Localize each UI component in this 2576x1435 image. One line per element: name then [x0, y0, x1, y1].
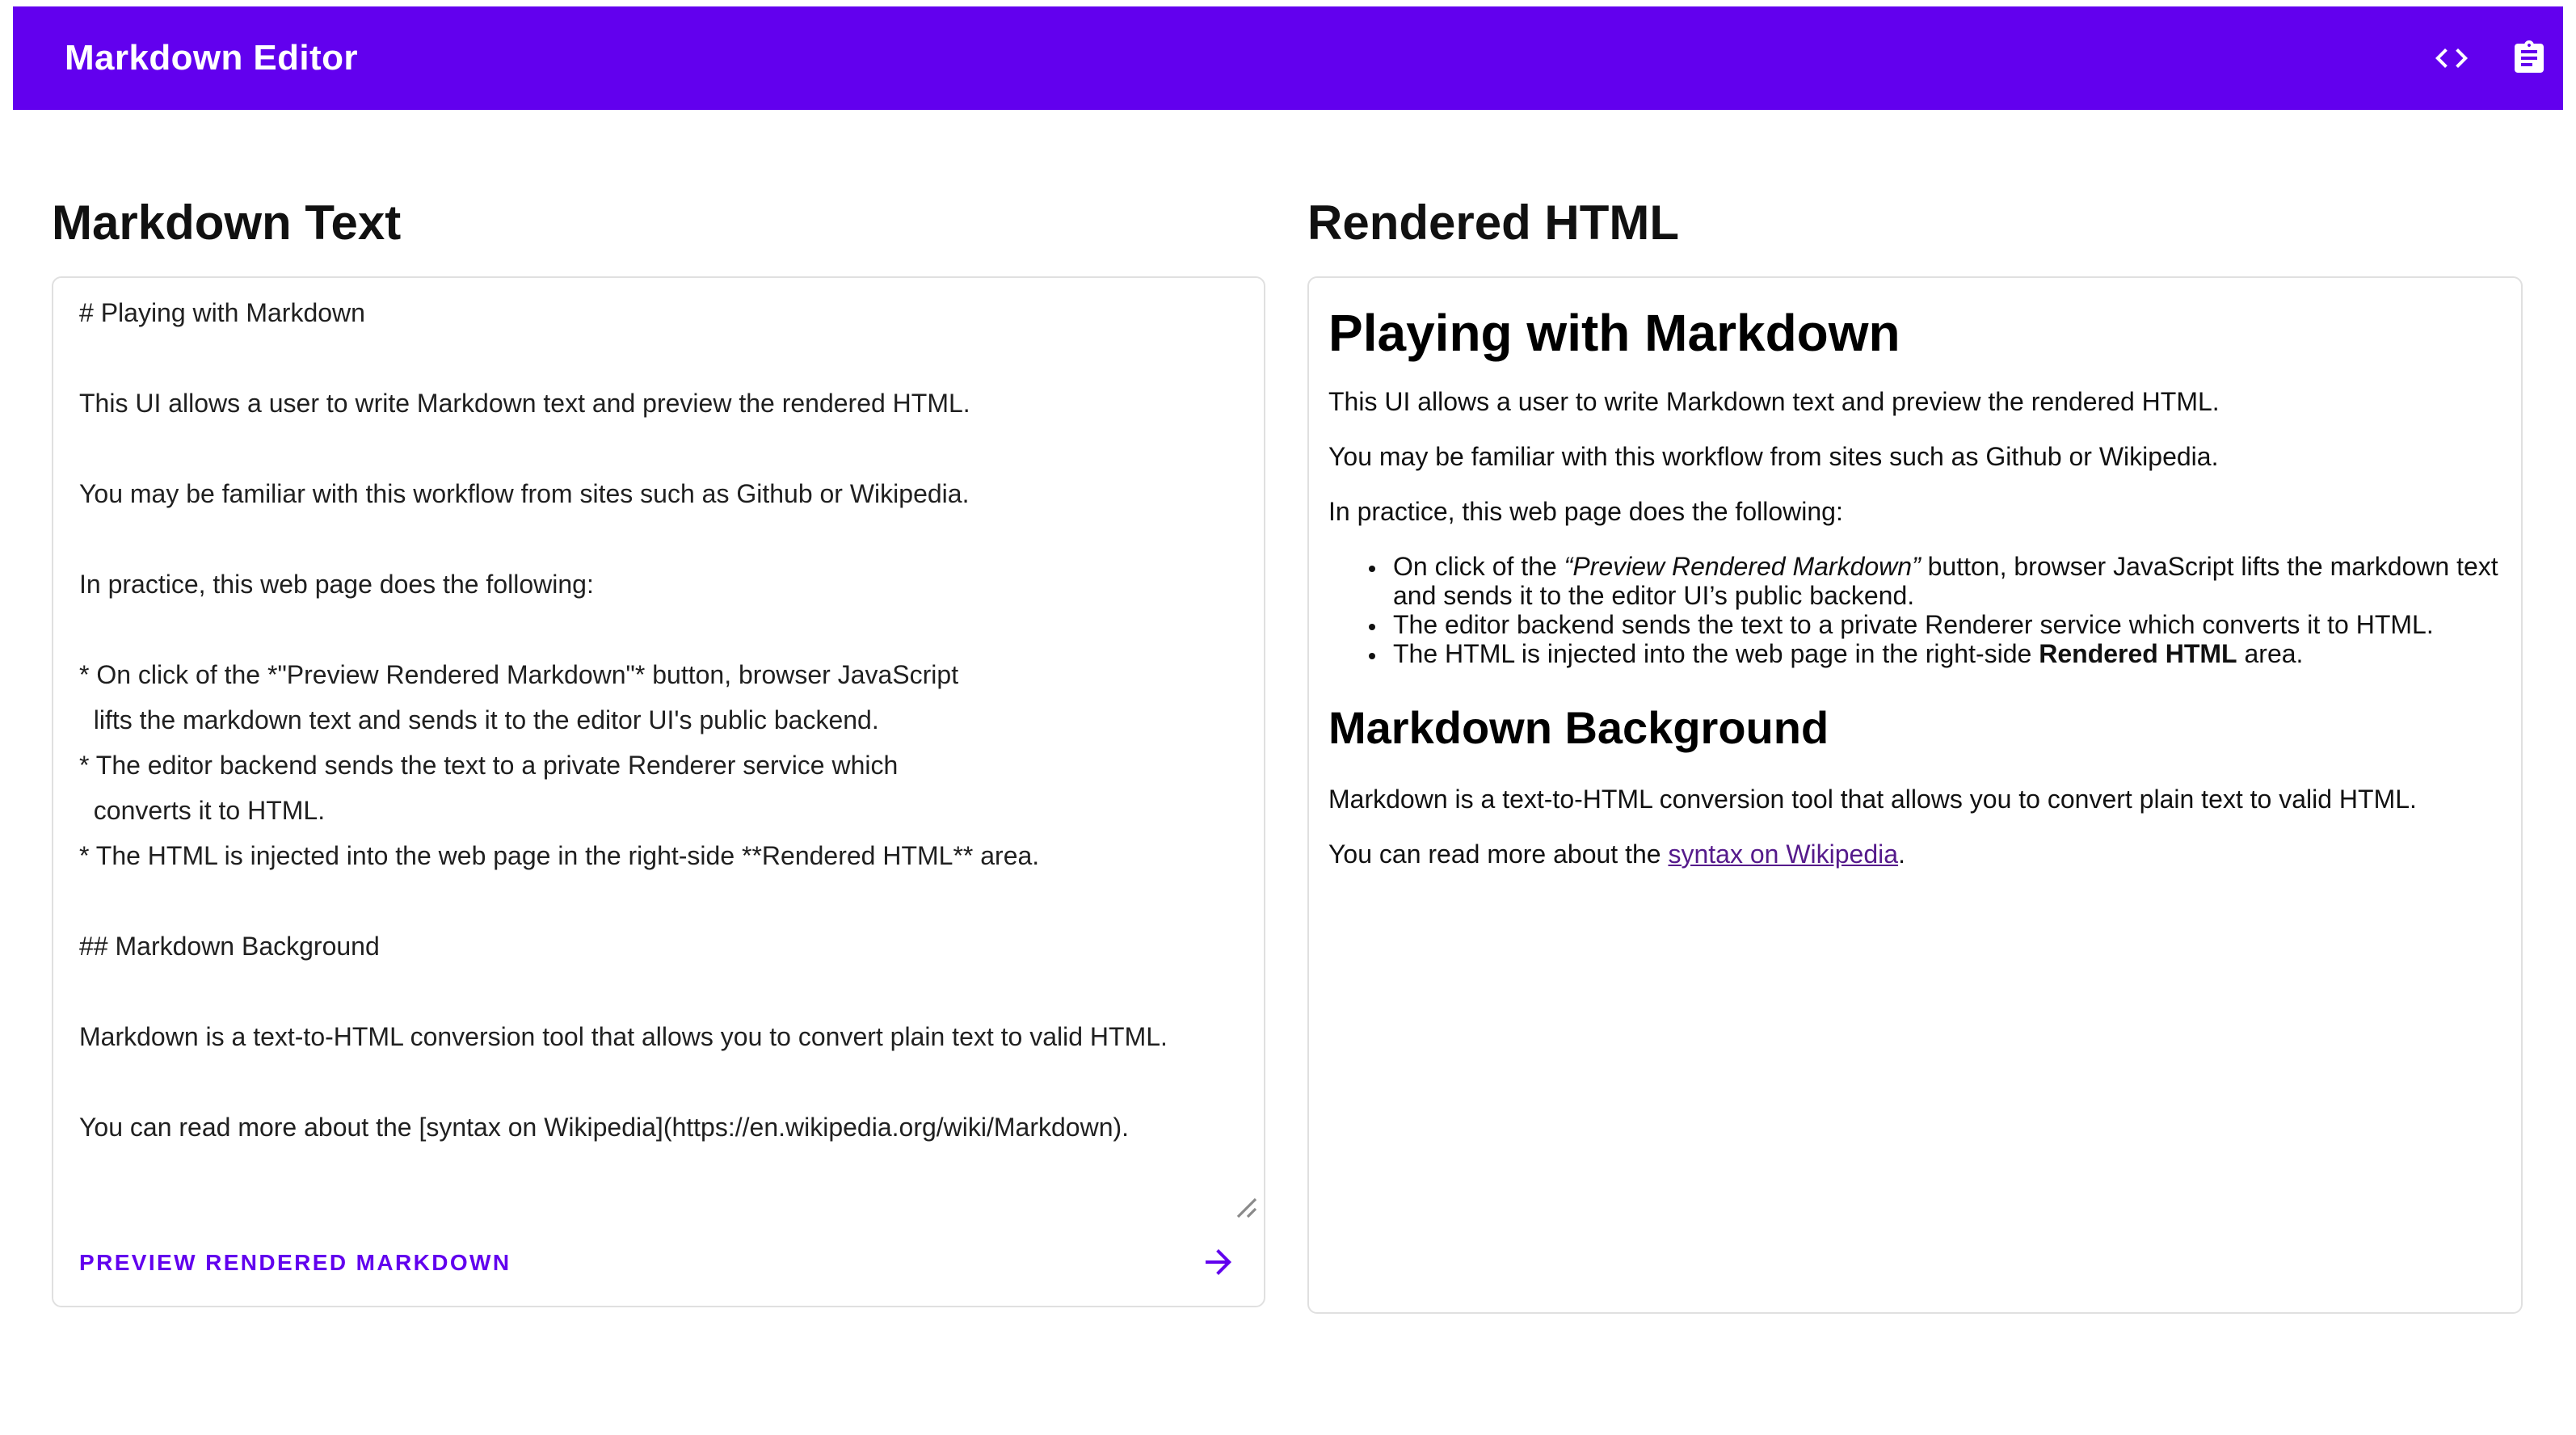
rendered-paragraph-1: This UI allows a user to write Markdown text and preview the rendered HTML. — [1328, 389, 2220, 417]
list-item-text: button, browser JavaScript lifts the markdown text and sends it to the editor UI’s public backend. — [1393, 554, 2498, 611]
list-item-text: The editor backend sends the text to a private Renderer service which converts it to HTML. — [1393, 612, 2434, 640]
app-bar-actions — [2432, 39, 2549, 78]
code-icon — [2432, 39, 2471, 78]
list-item — [1393, 612, 2502, 642]
content-area — [52, 123, 2524, 1314]
rendered-h2: Markdown Background — [1328, 703, 1829, 753]
wikipedia-link[interactable]: syntax on Wikipedia — [1668, 842, 1899, 869]
editor-pane-heading: Markdown Text — [52, 197, 402, 250]
link-paragraph-text: . — [1898, 842, 1905, 869]
list-item — [1393, 642, 2502, 671]
markdown-editor-app — [0, 6, 2576, 1435]
rendered-paragraph-5 — [1328, 842, 2502, 871]
preview-button-label: PREVIEW RENDERED MARKDOWN — [79, 1249, 511, 1275]
clipboard-icon — [2510, 39, 2549, 78]
list-item — [1393, 554, 2502, 612]
rendered-paragraph-2: You may be familiar with this workflow from sites such as Github or Wikipedia. — [1328, 444, 2219, 472]
list-item-text: area. — [2237, 642, 2304, 669]
rendered-html-body — [1328, 304, 2502, 871]
list-item-text: On click of the — [1393, 554, 1564, 582]
arrow-forward-icon — [1199, 1243, 1238, 1281]
clipboard-icon-button[interactable] — [2510, 39, 2549, 78]
editor-pane — [52, 123, 1265, 1314]
bold-text: Rendered HTML — [2039, 642, 2237, 669]
italic-text: “Preview Rendered Markdown” — [1564, 554, 1921, 582]
code-icon-button[interactable] — [2432, 39, 2471, 78]
markdown-input[interactable] — [53, 278, 1264, 1218]
app-title: Markdown Editor — [65, 37, 358, 78]
link-paragraph-text: You can read more about the — [1328, 842, 1669, 869]
rendered-list — [1328, 554, 2502, 671]
preview-pane — [1307, 123, 2523, 1314]
rendered-h1: Playing with Markdown — [1328, 304, 1900, 362]
preview-card — [1307, 276, 2523, 1314]
list-item-text: The HTML is injected into the web page in the right-side — [1393, 642, 2039, 669]
app-bar — [13, 6, 2563, 110]
rendered-paragraph-3: In practice, this web page does the following: — [1328, 499, 1843, 527]
resize-grip[interactable] — [1235, 1196, 1257, 1218]
preview-pane-heading: Rendered HTML — [1307, 197, 1680, 250]
rendered-paragraph-4: Markdown is a text-to-HTML conversion tool that allows you to convert plain text to valid HTML. — [1328, 787, 2417, 814]
editor-card — [52, 276, 1265, 1307]
preview-button[interactable] — [53, 1218, 1264, 1306]
